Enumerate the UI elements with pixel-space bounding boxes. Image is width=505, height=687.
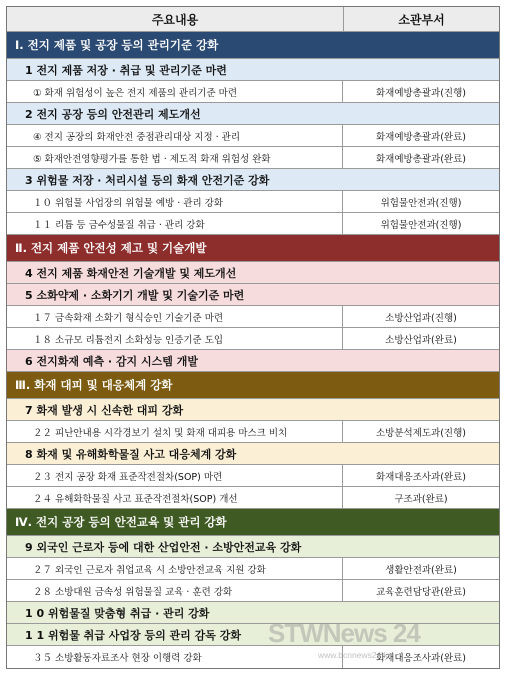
task-text: ２３ 전지 공장 화재 표준작전절차(SOP) 마련: [7, 465, 343, 486]
table-row: [7, 328, 499, 350]
task-text: ２８ 소방대원 금속성 위험물질 교육 · 훈련 강화: [7, 580, 343, 601]
table-header: [7, 7, 499, 32]
task-department: 소방산업과(완료): [385, 334, 457, 346]
section-title: Ⅳ. 전지 공장 등의 안전교육 및 관리 강화: [7, 509, 499, 536]
group-title: 4 전지 제품 화재안전 기술개발 및 제도개선: [7, 262, 499, 284]
task-text: ２２ 피난안내용 시각경보기 설치 및 화재 대피용 마스크 비치: [7, 421, 343, 442]
table-row: [7, 487, 499, 509]
table-row: [7, 147, 499, 169]
watermark-url: www.bcnnews24.kr: [318, 650, 391, 660]
task-department: 화재대응조사과(완료): [375, 653, 466, 664]
table-row: [7, 306, 499, 328]
task-department: 위험물안전과(진행): [380, 219, 462, 231]
table-row: [7, 465, 499, 487]
policy-table: [6, 6, 500, 669]
group-title: 6 전지화재 예측 · 감지 시스템 개발: [7, 350, 499, 372]
task-department: 소방산업과(진행): [385, 312, 457, 324]
task-department: 화재예방총괄과(완료): [375, 153, 466, 165]
table-row: [7, 646, 499, 668]
task-department: 화재예방총괄과(완료): [375, 131, 466, 143]
table-row: [7, 580, 499, 602]
task-text: ④ 전지 공장의 화재안전 중점관리대상 지정 · 관리: [7, 125, 343, 146]
group-title: 7 화재 발생 시 신속한 대피 강화: [7, 399, 499, 421]
group-title: 2 전지 공장 등의 안전관리 제도개선: [7, 103, 499, 125]
group-title: 1 전지 제품 저장 · 취급 및 관리기준 마련: [7, 59, 499, 81]
task-department: 화재예방총괄과(진행): [375, 87, 466, 99]
table-row: [7, 191, 499, 213]
task-text: ２４ 유해화학물질 사고 표준작전절차(SOP) 개선: [7, 487, 343, 508]
group-title: 1 0 위험물질 맞춤형 취급 · 관리 강화: [7, 602, 499, 624]
task-text: ① 화재 위험성이 높은 전지 제품의 관리기준 마련: [7, 81, 343, 102]
group-title: 1 1 위험물 취급 사업장 등의 관리 감독 강화: [7, 624, 499, 646]
task-department: 생활안전과(완료): [385, 564, 457, 576]
group-title: 5 소화약제 · 소화기기 개발 및 기술기준 마련: [7, 284, 499, 306]
task-department: 화재대응조사과(완료): [375, 471, 466, 483]
section-title: Ⅲ. 화재 대피 및 대응체계 강화: [7, 372, 499, 399]
task-department: 구조과(완료): [394, 493, 448, 505]
task-department: 소방분석제도과(진행): [375, 427, 466, 439]
task-text: ３５ 소방활동자료조사 현장 이행력 강화: [7, 646, 343, 668]
task-text: １０ 위험물 사업장의 위험물 예방 · 관리 강화: [7, 191, 343, 212]
task-department: 위험물안전과(진행): [380, 197, 462, 209]
task-text: ２７ 외국인 근로자 취업교육 시 소방안전교육 지원 강화: [7, 558, 343, 579]
table-row: [7, 213, 499, 235]
table-row: [7, 421, 499, 443]
table-row: [7, 125, 499, 147]
task-text: １７ 금속화재 소화기 형식승인 기술기준 마련: [7, 306, 343, 327]
watermark-logo: STWNews 24: [268, 618, 420, 648]
task-text: １１ 리튬 등 금수성물질 취급 · 관리 강화: [7, 213, 343, 234]
header-main-content: 주요내용: [7, 7, 344, 31]
group-title: 8 화재 및 유해화학물질 사고 대응체계 강화: [7, 443, 499, 465]
group-title: 9 외국인 근로자 등에 대한 산업안전 · 소방안전교육 강화: [7, 536, 499, 558]
section-title: Ⅱ. 전지 제품 안전성 제고 및 기술개발: [7, 235, 499, 262]
section-title: Ⅰ. 전지 제품 및 공장 등의 관리기준 강화: [7, 32, 499, 59]
header-department: 소관부서: [398, 12, 445, 27]
task-text: １８ 소규모 리튬전지 소화성능 인증기준 도입: [7, 328, 343, 349]
table-row: [7, 558, 499, 580]
task-department: 교육훈련담당관(완료): [375, 586, 466, 598]
table-row: [7, 81, 499, 103]
task-text: ⑤ 화재안전영향평가를 통한 법 · 제도적 화재 위험성 완화: [7, 147, 343, 168]
group-title: 3 위험물 저장 · 처리시설 등의 화재 안전기준 강화: [7, 169, 499, 191]
